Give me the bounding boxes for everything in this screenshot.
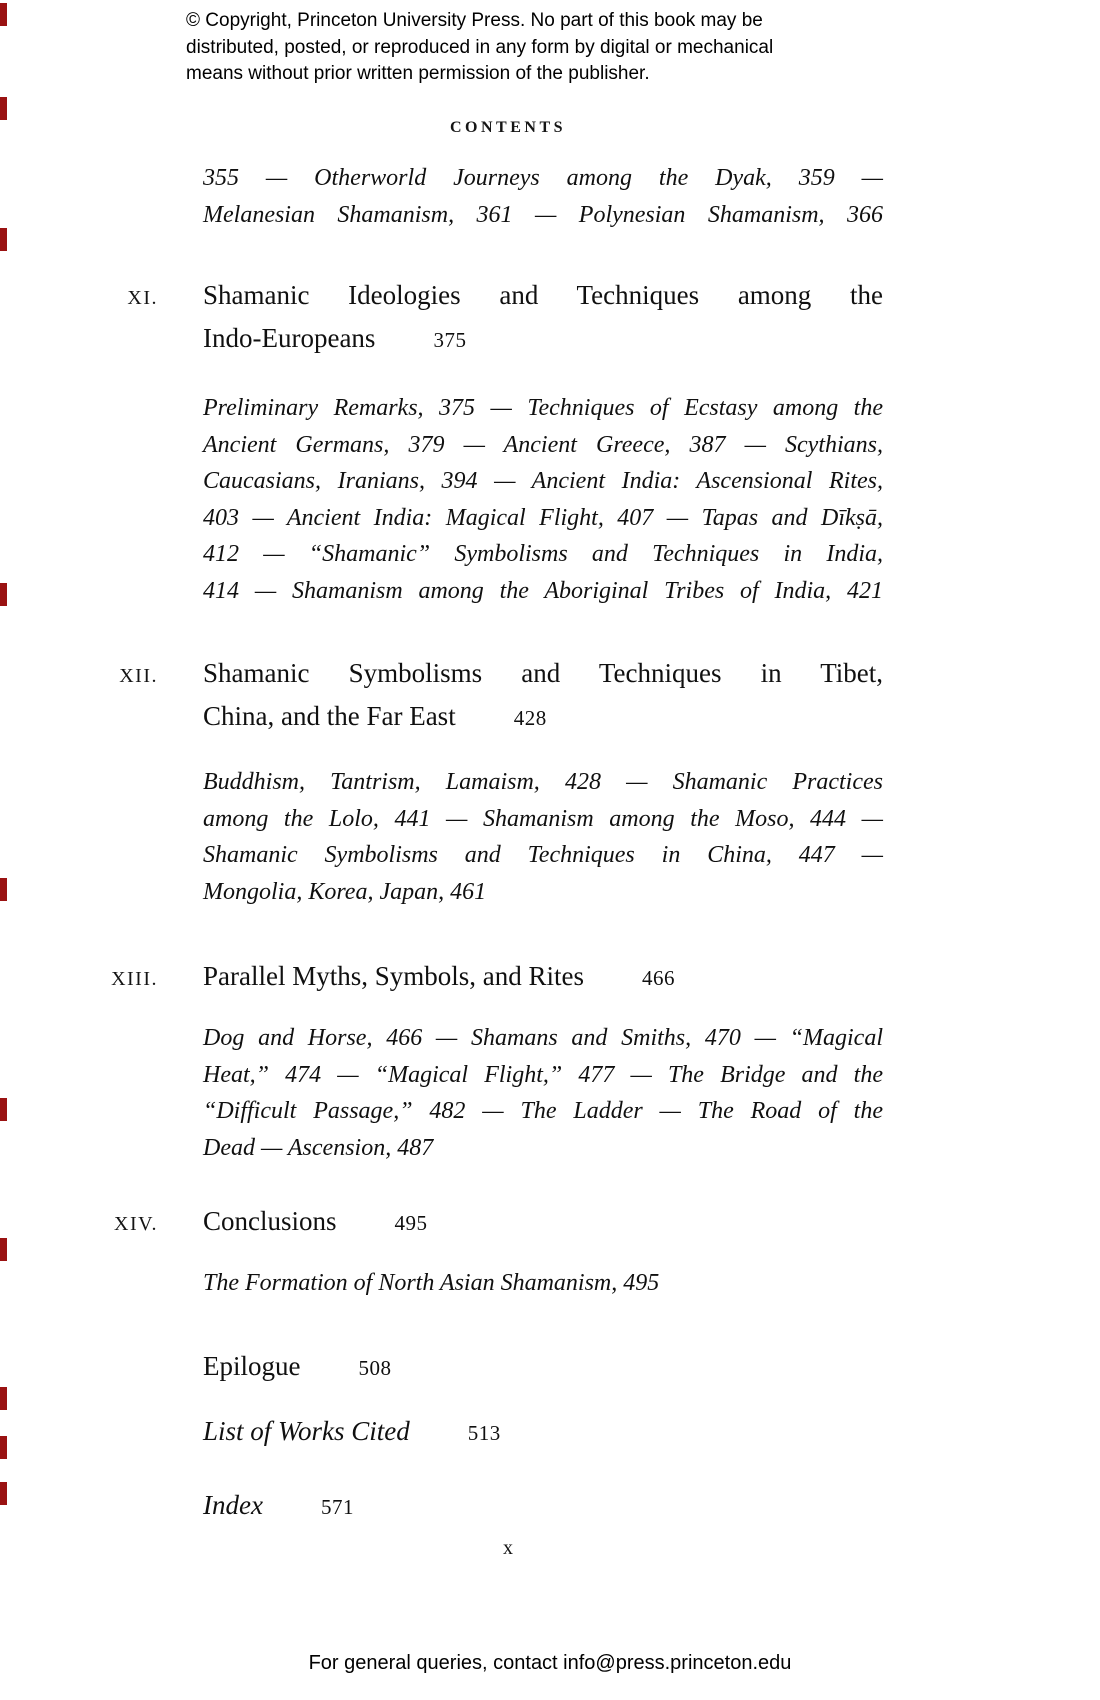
back-matter-page-number: 508 [358, 1356, 392, 1380]
back-matter-works-cited [203, 1410, 883, 1455]
chapter-page-number: 495 [394, 1211, 428, 1235]
chapter-title-line: Shamanic Symbolisms and Techniques in Tibet, [203, 658, 883, 688]
chapter-numeral: XIII. [111, 968, 158, 990]
queries-footer: For general queries, contact info@press.princeton.edu [308, 1652, 792, 1674]
toc-summary-line: The Formation of North Asian Shamanism, 495 [203, 1270, 660, 1296]
chapter-numeral: XII. [119, 665, 158, 687]
toc-summary-line: Dead — Ascension, 487 [203, 1134, 434, 1161]
folio-page-number: x [503, 1537, 513, 1559]
edge-mark [0, 1387, 7, 1410]
copyright-line: means without prior written permission of the publisher. [186, 63, 650, 84]
chapter-title-line [203, 955, 883, 1000]
back-matter-page-number: 571 [320, 1495, 354, 1519]
edge-mark [0, 1482, 7, 1505]
back-matter-title: Epilogue [203, 1351, 301, 1381]
chapter-title-line [203, 317, 883, 362]
chapter-title-text: Indo-Europeans [203, 323, 376, 353]
chapter-title-text: Conclusions [203, 1206, 337, 1236]
chapter-page-number: 466 [642, 966, 675, 990]
chapter-xi-summary [203, 390, 883, 609]
chapter-title-line: Shamanic Ideologies and Techniques among the [203, 280, 883, 310]
page-title: CONTENTS [449, 119, 567, 136]
edge-mark [0, 1238, 7, 1261]
chapter-xii-heading [119, 652, 883, 740]
back-matter-page-number: 513 [467, 1421, 501, 1445]
edge-mark [0, 583, 7, 606]
chapter-title-text: China, and the Far East [203, 701, 456, 731]
chapter-xiv-heading [114, 1200, 883, 1245]
copyright-notice [186, 8, 866, 88]
chapter-title-line [203, 1200, 883, 1245]
edge-mark [0, 3, 7, 26]
toc-summary-line: Preliminary Remarks, 375 — Techniques of Ecstasy among the [203, 395, 883, 421]
toc-summary-line: 403 — Ancient India: Magical Flight, 407 — Tapas and Dīkṣā, [203, 504, 883, 531]
chapter-numeral: XIV. [114, 1213, 158, 1235]
edge-mark [0, 97, 7, 120]
toc-summary-line: 414 — Shamanism among the Aboriginal Tribes of India, 421 [203, 577, 883, 604]
chapter-numeral: XI. [127, 287, 158, 309]
chapter-page-number: 375 [433, 328, 467, 352]
back-matter-epilogue [203, 1345, 883, 1390]
edge-mark [0, 1436, 7, 1459]
toc-summary-line: Ancient Germans, 379 — Ancient Greece, 387 — Scythians, [203, 431, 883, 458]
back-matter-index [203, 1484, 883, 1529]
edge-mark [0, 878, 7, 901]
toc-summary-line: Dog and Horse, 466 — Shamans and Smiths, 470 — “Magical [203, 1025, 883, 1051]
toc-summary-line: Melanesian Shamanism, 361 — Polynesian Shamanism, 366 [203, 201, 883, 228]
chapter-xii-summary [203, 764, 883, 910]
copyright-line: distributed, posted, or reproduced in any form by digital or mechanical [186, 36, 774, 58]
chapter-xi-heading [127, 274, 883, 362]
toc-summary-line: Heat,” 474 — “Magical Flight,” 477 — The Bridge and the [203, 1061, 883, 1088]
back-matter-title: List of Works Cited [203, 1416, 410, 1446]
toc-summary-line: Caucasians, Iranians, 394 — Ancient India: Ascensional Rites, [203, 468, 883, 494]
toc-summary-line: “Difficult Passage,” 482 — The Ladder — The Road of the [203, 1098, 883, 1124]
toc-summary-line: among the Lolo, 441 — Shamanism among the Moso, 444 — [203, 805, 883, 832]
chapter-xiii-summary [203, 1020, 883, 1166]
chapter-xiii-heading [111, 955, 883, 1000]
toc-summary-line: Buddhism, Tantrism, Lamaism, 428 — Shamanic Practices [203, 769, 883, 795]
toc-summary-line: Mongolia, Korea, Japan, 461 [203, 878, 487, 905]
chapter-title-line [203, 695, 883, 740]
back-matter-title: Index [203, 1490, 263, 1520]
chapter-xiv-summary [203, 1265, 883, 1302]
chapter-title-text: Parallel Myths, Symbols, and Rites [203, 961, 584, 991]
chapter-page-number: 428 [513, 706, 547, 730]
toc-summary-line: 412 — “Shamanic” Symbolisms and Techniques in India, [203, 541, 883, 567]
toc-summary-line: Shamanic Symbolisms and Techniques in China, 447 — [203, 842, 883, 868]
toc-continuation-paragraph [203, 160, 883, 233]
toc-summary-line: 355 — Otherworld Journeys among the Dyak, 359 — [203, 165, 883, 191]
edge-mark [0, 228, 7, 251]
copyright-line: © Copyright, Princeton University Press. No part of this book may be [186, 10, 763, 31]
edge-mark [0, 1098, 7, 1121]
